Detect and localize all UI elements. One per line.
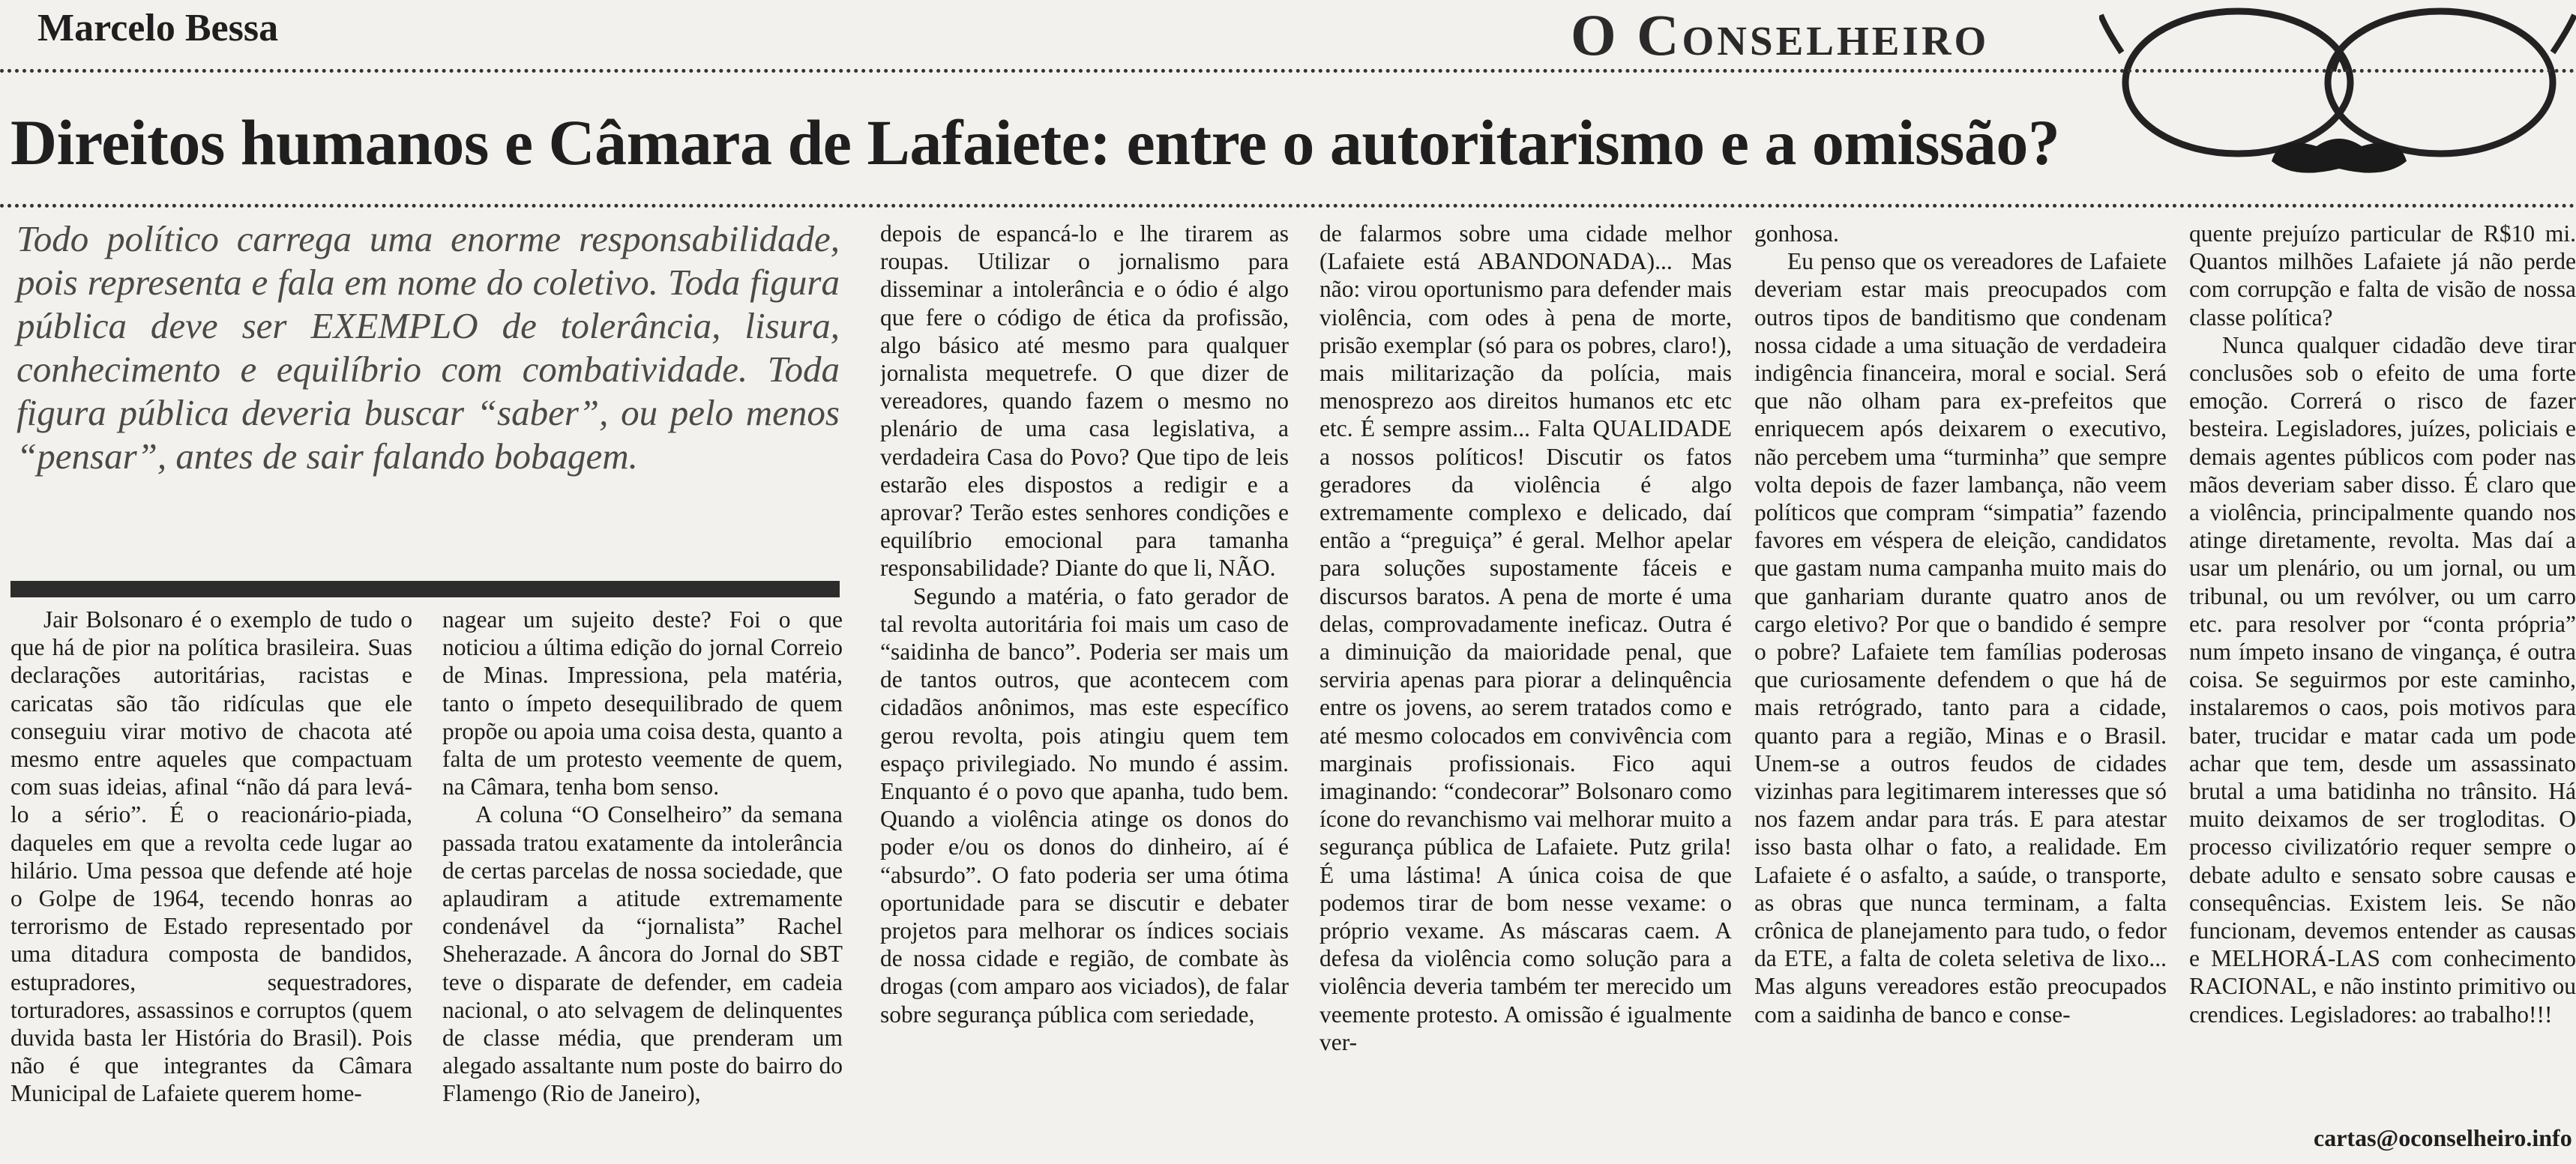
paragraph: gonhosa. [1754,220,1839,247]
paragraph: quente prejuízo particular de R$10 mi. Quantos milhões Lafaiete já não perde com corrupção e falta de visão de nossa classe política? [2189,220,2576,331]
article-column-4 [1319,220,1732,1163]
article-column-2 [442,606,843,1160]
header-divider [0,69,2576,73]
article-column-6 [2189,220,2576,1119]
headline-divider [0,204,2576,208]
deck-rule [10,581,840,597]
deck-quote: Todo político carrega uma enorme responsabilidade, pois representa e fala em nome do coletivo. Toda figura pública deve ser EXEMPLO de tolerância, lisura, conhecimento e equilíbrio com combatividade. Toda figura pública deveria buscar “saber”, ou pelo menos “pensar”, antes de sair falando bobagem. [16,218,840,477]
glasses-mustache-logo [2099,0,2576,195]
article-column-3 [880,220,1289,1163]
paragraph: Jair Bolsonaro é o exemplo de tudo o que há de pior na política brasileira. Suas declarações autoritárias, racistas e caricatas são tão ridículas que ele conseguiu virar motivo de chacota até mesmo entre aqueles que compactuam com suas ideias, afinal “não dá para levá-lo a sério”. É o reacionário-piada, daqueles em que a revolta cede lugar ao hilário. Uma pessoa que defende até hoje o Golpe de 1964, tecendo honras ao terrorismo de Estado representado por uma ditadura composta de bandidos, estupradores, sequestradores, torturadores, assassinos e corruptos (quem duvida basta ler História do Brasil). Pois não é que integrantes da Câmara Municipal de Lafaiete querem home- [10,606,412,1107]
paragraph: Nunca qualquer cidadão deve tirar conclusões sob o efeito de uma forte emoção. Correrá o risco de fazer besteira. Legisladores, juízes, policiais e demais agentes públicos com poder nas mãos deveriam saber disso. É claro que a violência, principalmente quando nos atinge diretamente, revolta. Mas daí a usar um plenário, ou um jornal, ou um tribunal, ou um revólver, ou um carro etc. para resolver por “conta própria” num ímpeto insano de vingança, é outra coisa. Se seguirmos por este caminho, instalaremos o caos, pois motivos para bater, trucidar e matar cada um pode achar que tem, desde um assassinato brutal a uma batidinha no trânsito. Há muito deixamos de ser trogloditas. O processo civilizatório requer sempre o debate adulto e sensato sobre causas e consequências. Existem leis. Se não funcionam, devemos entender as causas e MELHORÁ-LAS com conhecimento RACIONAL, e não instinto primitivo ou crendices. Legisladores: ao trabalho!!! [2189,331,2576,1028]
column-title: O Conselheiro [1571,2,1990,67]
paragraph: de falarmos sobre uma cidade melhor (Lafaiete está ABANDONADA)... Mas não: virou oportunismo para defender mais violência, com odes à pena de morte, prisão exemplar (só para os pobres, claro!), mais militarização da polícia, mais menosprezo aos direitos humanos etc etc etc. É sempre assim... Falta QUALIDADE a nossos políticos! Discutir os fatos geradores da violência é algo extremamente complexo e delicado, daí então a “preguiça” é geral. Melhor apelar para soluções supostamente fáceis e discursos baratos. A pena de morte é uma delas, comprovadamente ineficaz. Outra é a diminuição da maioridade penal, que serviria apenas para piorar a delinquência entre os jovens, ao serem tratados como e até mesmo colocados em convivência com marginais profissionais. Fico aqui imaginando: “condecorar” Bolsonaro como ícone do revanchismo vai melhorar muito a segurança pública de Lafaiete. Putz grila! É uma lástima! A única coisa de que podemos tirar de bom nesse vexame: o próprio vexame. As máscaras caem. A defesa da violência como solução para a violência deveria também ter merecido um veemente protesto. A omissão é igualmente ver- [1319,220,1732,1055]
paragraph: Eu penso que os vereadores de Lafaiete deveriam estar mais preocupados com outros tipos de banditismo que condenam nossa cidade a uma situação de verdadeira indigência financeira, moral e social. Será que não olham para ex-prefeitos que enriquecem após deixarem o executivo, não percebem uma “turminha” que sempre volta depois de fazer lambança, não veem políticos que compram “simpatia” fazendo favores em véspera de eleição, candidatos que gastam numa campanha muito mais do que ganhariam durante quatro anos de cargo eletivo? Por que o bandido é sempre o pobre? Lafaiete tem famílias poderosas que curiosamente defendem o que há de mais retrógrado, tanto para a cidade, quanto para a região, Minas e o Brasil. Unem-se a outros feudos de cidades vizinhas para legitimarem interesses que só nos fazem andar para trás. E para atestar isso basta olhar o fato, a realidade. Em Lafaiete é o asfalto, a saúde, o transporte, as obras que nunca terminam, a falta crônica de planejamento para tudo, o fedor da ETE, a falta de coleta seletiva de lixo... Mas alguns vereadores estão preocupados com a saidinha de banco e conse- [1754,248,2167,1028]
author-name: Marcelo Bessa [37,7,279,49]
headline: Direitos humanos e Câmara de Lafaiete: entre o autoritarismo e a omissão? [10,106,2060,178]
paragraph: A coluna “O Conselheiro” da semana passada tratou exatamente da intolerância de certas parcelas de nossa sociedade, que aplaudiram a atitude extremamente condenável da “jornalista” Rachel Sheherazade. A âncora do Jornal do SBT teve o disparate de defender, em cadeia nacional, o ato selvagem de delinquentes de classe média, que prenderam um alegado assaltante num poste do bairro do Flamengo (Rio de Janeiro), [442,801,843,1107]
paragraph: Segundo a matéria, o fato gerador de tal revolta autoritária foi mais um caso de “saidinha de banco”. Poderia ser mais um de tantos outros, que acontecem com cidadãos anônimos, mas este específico gerou revolta, pois atingiu quem tem espaço privilegiado. No mundo é assim. Enquanto é o povo que apanha, tudo bem. Quando a violência atinge os donos do poder e/ou os donos do dinheiro, aí é “absurdo”. O fato poderia ser uma ótima oportunidade para se discutir e debater projetos para melhorar os índices sociais de nossa cidade e região, de combate às drogas (com amparo aos viciados), de falar sobre segurança pública com seriedade, [880,582,1289,1028]
article-column-5 [1754,220,2167,1163]
article-column-1 [10,606,412,1160]
contact-email: cartas@oconselheiro.info [2314,1124,2572,1151]
paragraph: nagear um sujeito deste? Foi o que noticiou a última edição do jornal Correio de Minas. Impressiona, pela matéria, tanto o ímpeto desequilibrado de quem propõe ou apoia uma coisa desta, quanto a falta de um protesto veemente de quem, na Câmara, tenha bom senso. [442,606,843,800]
paragraph: depois de espancá-lo e lhe tirarem as roupas. Utilizar o jornalismo para disseminar a intolerância e o ódio é algo que fere o código de ética da profissão, algo básico até mesmo para qualquer jornalista mequetrefe. O que dizer de vereadores, quando fazem o mesmo no plenário de uma casa legislativa, a verdadeira Casa do Povo? Que tipo de leis estarão eles dispostos a redigir e a aprovar? Terão estes senhores condições e equilíbrio emocional para tamanha responsabilidade? Diante do que li, NÃO. [880,220,1289,582]
